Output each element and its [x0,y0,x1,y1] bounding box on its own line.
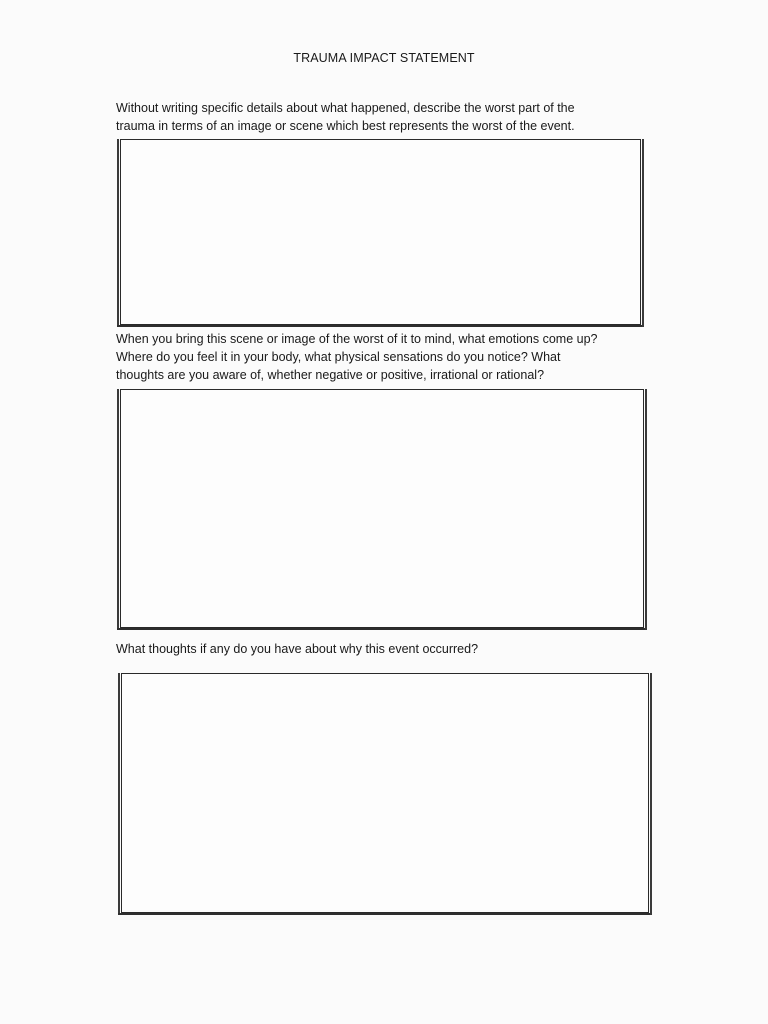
section-2-prompt [116,330,656,384]
prompt-line: What thoughts if any do you have about why this event occurred? [116,642,479,656]
box-bottom-border [117,628,647,630]
box-bottom-border [118,913,652,915]
prompt-line: Where do you feel it in your body, what physical sensations do you notice? What [116,350,561,364]
prompt-line: trauma in terms of an image or scene which best represents the worst of the event. [116,119,575,133]
prompt-line: Without writing specific details about what happened, describe the worst part of the [116,101,575,115]
section-1-prompt [116,99,656,135]
section-2-response-box[interactable] [120,389,644,628]
prompt-line: When you bring this scene or image of the worst of it to mind, what emotions come up? [116,332,598,346]
box-bottom-border [117,325,644,327]
prompt-line: thoughts are you aware of, whether negative or positive, irrational or rational? [116,368,545,382]
document-title: TRAUMA IMPACT STATEMENT [293,51,475,65]
section-3-prompt [116,640,656,658]
section-3-response-box[interactable] [121,673,649,913]
section-1-response-box[interactable] [120,139,641,325]
